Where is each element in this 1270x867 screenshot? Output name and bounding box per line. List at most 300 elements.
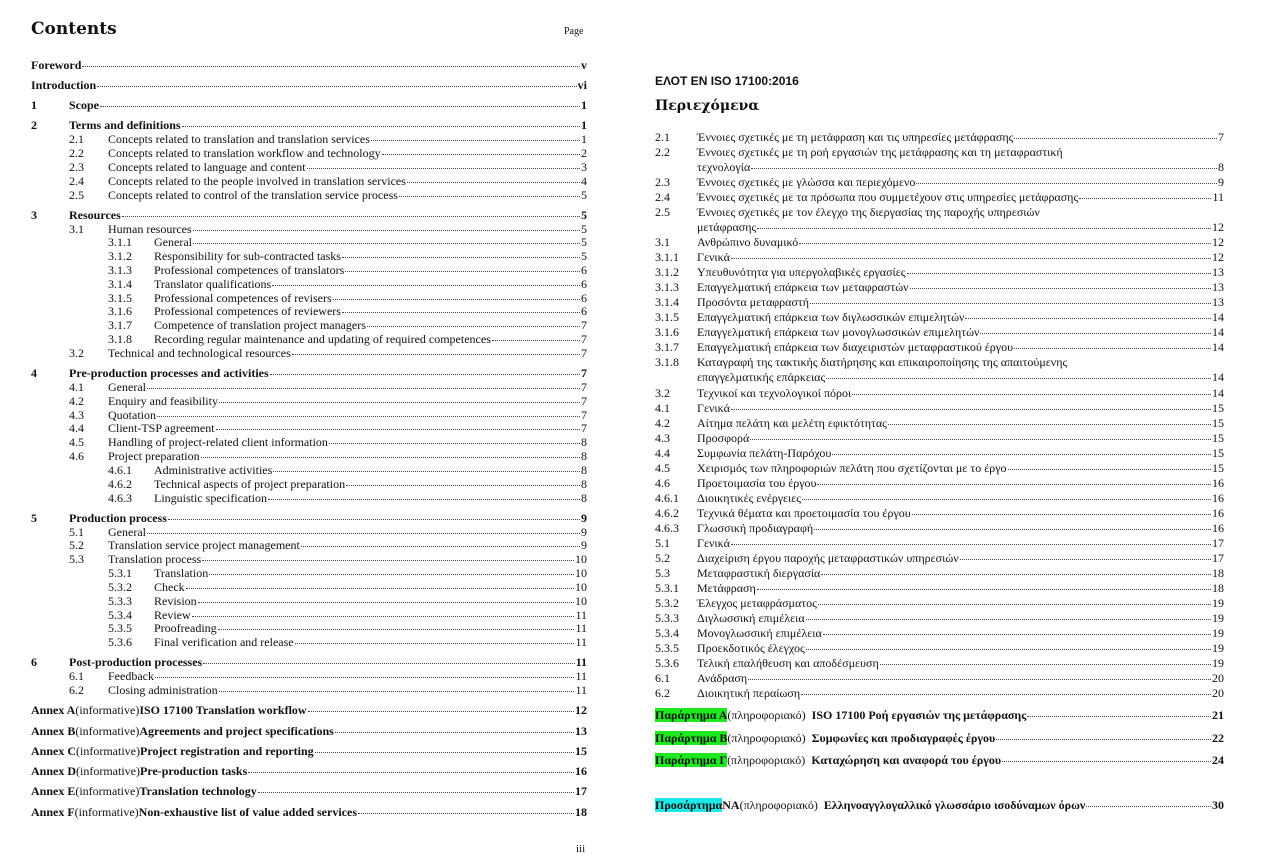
toc-page-number: 4 (581, 174, 587, 188)
toc-number: 3.1.8 (108, 332, 132, 346)
toc-title: Linguistic specification (154, 491, 267, 505)
toc-number: 3.1.2 (655, 265, 679, 279)
toc-entry (108, 235, 587, 249)
dot-leader (342, 257, 580, 258)
toc-title: Concepts related to language and content (108, 160, 306, 174)
dot-leader (97, 86, 577, 87)
dot-leader (198, 602, 574, 603)
toc-title: Έλεγχος μεταφράσματος (697, 596, 817, 610)
dot-leader (980, 333, 1211, 334)
toc-number: 3.1.7 (108, 318, 132, 332)
dot-leader (757, 589, 1211, 590)
dot-leader (1008, 469, 1211, 470)
annex-type: (informative) (75, 784, 140, 798)
toc-number: 6.1 (69, 669, 84, 683)
dot-leader (295, 643, 575, 644)
toc-title: Concepts related to control of the translation service process (108, 188, 398, 202)
toc-title: Handling of project-related client information (108, 435, 328, 449)
toc-entry (31, 58, 587, 72)
dot-leader (1002, 761, 1211, 762)
toc-number: 5.3.4 (655, 626, 679, 640)
toc-title: Έννοιες σχετικές με τα πρόσωπα που συμμετέχουν στις υπηρεσίες μετάφρασης (697, 190, 1079, 204)
toc-title: Επαγγελματική επάρκεια των διγλωσσικών επιμελητών (697, 310, 965, 324)
toc-title: Feedback (108, 669, 154, 683)
toc-number: 2.3 (655, 175, 670, 189)
toc-number: 4.3 (69, 408, 84, 422)
toc-page-number: 17 (1212, 536, 1224, 550)
dot-leader (832, 454, 1211, 455)
toc-title: Technical aspects of project preparation (154, 477, 346, 491)
toc-entry (655, 235, 1224, 249)
greek-contents-title: Περιεχόμενα (655, 98, 760, 114)
toc-number: 5.3.3 (655, 611, 679, 625)
toc-entry (108, 318, 587, 332)
dot-leader (147, 533, 580, 534)
toc-title: Προεκδοτικός έλεγχος (697, 641, 805, 655)
toc-page-number: 12 (1212, 220, 1224, 234)
toc-number: 4.1 (69, 380, 84, 394)
toc-page-number: 7 (1218, 130, 1224, 144)
toc-number: 6.1 (655, 671, 670, 685)
toc-title: Ανθρώπινο δυναμικό (697, 235, 799, 249)
dot-leader (492, 340, 580, 341)
dot-leader (209, 574, 574, 575)
toc-number: 3.1.1 (108, 235, 132, 249)
toc-entry-continued (697, 220, 1224, 234)
toc-entry (655, 641, 1224, 655)
toc-number: 5.3.2 (655, 596, 679, 610)
toc-title: Agreements and project specifications (139, 724, 334, 738)
toc-title: Διαχείριση έργου παροχής μεταφραστικών υπηρεσιών (697, 551, 959, 565)
toc-page-number: 7 (581, 318, 587, 332)
toc-entry (108, 477, 587, 491)
toc-page-number: 8 (581, 491, 587, 505)
toc-title: Client-TSP agreement (108, 421, 215, 435)
dot-leader (731, 544, 1211, 545)
dot-leader (358, 813, 574, 814)
toc-page-number: 30 (1212, 798, 1224, 812)
toc-page-number: 11 (575, 621, 587, 635)
toc-page-number: 10 (575, 552, 587, 566)
annex-entry (655, 753, 1224, 767)
toc-page-number: 9 (581, 538, 587, 552)
toc-number: 4.4 (69, 421, 84, 435)
dot-leader (157, 416, 580, 417)
dot-leader (273, 471, 580, 472)
toc-entry (655, 175, 1224, 189)
dot-leader (329, 443, 580, 444)
dot-leader (346, 485, 580, 486)
toc-title: Review (154, 608, 191, 622)
toc-number: 5.2 (69, 538, 84, 552)
dot-leader (802, 499, 1211, 500)
dot-leader (916, 183, 1217, 184)
toc-page-number: 8 (1218, 160, 1224, 174)
toc-entry (655, 491, 1224, 505)
toc-title: Production process (69, 511, 167, 525)
page-column-label: Page (564, 26, 584, 37)
dot-leader (147, 388, 580, 389)
toc-entry (108, 304, 587, 318)
dot-leader (821, 574, 1211, 575)
toc-number: 5.3.6 (655, 656, 679, 670)
annex-label: Annex C (31, 744, 77, 758)
toc-number: 3 (31, 208, 37, 222)
dot-leader (910, 288, 1211, 289)
toc-title: Επαγγελματική επάρκεια των μεταφραστών (697, 280, 909, 294)
toc-page-number: 19 (1212, 626, 1224, 640)
dot-leader (335, 732, 574, 733)
annex-label-highlighted: Παράρτημα Β (655, 731, 728, 745)
toc-number: 4 (31, 366, 37, 380)
toc-page-number: 11 (575, 655, 587, 669)
dot-leader (826, 378, 1211, 379)
toc-number: 5.3.5 (655, 641, 679, 655)
dot-leader (757, 228, 1211, 229)
toc-entry (655, 686, 1224, 700)
annex-label: Annex E (31, 784, 76, 798)
toc-entry (655, 130, 1224, 144)
dot-leader (799, 243, 1211, 244)
toc-title: Έννοιες σχετικές με τη μετάφραση και τις υπηρεσίες μετάφρασης (697, 130, 1014, 144)
toc-title: Διγλωσσική επιμέλεια (697, 611, 805, 625)
toc-page-number: 9 (581, 525, 587, 539)
toc-title: Pre-production tasks (140, 764, 248, 778)
toc-title: Προσόντα μεταφραστή (697, 295, 810, 309)
toc-page-number: 5 (581, 188, 587, 202)
toc-title: Γενικά (697, 401, 730, 415)
toc-entry (655, 656, 1224, 670)
toc-entry (655, 265, 1224, 279)
dot-leader (248, 772, 574, 773)
toc-page-number: 19 (1212, 641, 1224, 655)
appendix-label-highlighted: Προσάρτημα (655, 798, 723, 812)
toc-number: 4.6.2 (108, 477, 132, 491)
toc-page-number: 9 (581, 511, 587, 525)
toc-title: Administrative activities (154, 463, 273, 477)
toc-entry (655, 611, 1224, 625)
appendix-title: Ελληνοαγγλογαλλικό γλωσσάριο ισοδύναμων όρων (823, 798, 1086, 812)
dot-leader (823, 634, 1211, 635)
toc-number: 3.2 (655, 386, 670, 400)
toc-entry (69, 552, 587, 566)
toc-entry (655, 250, 1224, 264)
dot-leader (193, 243, 580, 244)
toc-entry (31, 764, 587, 778)
toc-number: 3.2 (69, 346, 84, 360)
toc-page-number: 16 (1212, 491, 1224, 505)
toc-page-number: 1 (581, 98, 587, 112)
toc-entry (108, 635, 587, 649)
toc-page-number: 8 (581, 449, 587, 463)
toc-entry (31, 208, 587, 222)
toc-number: 5.3.4 (108, 608, 132, 622)
toc-entry (31, 744, 587, 758)
toc-entry (655, 431, 1224, 445)
dot-leader (912, 514, 1211, 515)
toc-title: Έννοιες σχετικές με γλώσσα και περιεχόμενο (697, 175, 916, 189)
dot-leader (315, 752, 574, 753)
toc-entry (69, 683, 587, 697)
toc-number: 5.3.1 (108, 566, 132, 580)
toc-number: 2.1 (69, 132, 84, 146)
dot-leader (810, 303, 1211, 304)
toc-page-number: 19 (1212, 611, 1224, 625)
toc-title: Μονογλωσσική επιμέλεια (697, 626, 822, 640)
toc-number: 2.2 (69, 146, 84, 160)
toc-title: Υπευθυνότητα για υπεργολαβικές εργασίες (697, 265, 906, 279)
toc-page-number: 5 (581, 222, 587, 236)
toc-page-number: 15 (1212, 416, 1224, 430)
toc-title: Concepts related to the people involved in translation services (108, 174, 406, 188)
annex-type: (πληροφοριακό) (727, 731, 806, 745)
toc-number: 4.1 (655, 401, 670, 415)
toc-title: Translator qualifications (154, 277, 272, 291)
dot-leader (801, 694, 1211, 695)
toc-page-number: 1 (581, 132, 587, 146)
toc-title: Γενικά (697, 536, 730, 550)
toc-entry (31, 805, 587, 819)
toc-entry (108, 491, 587, 505)
toc-page-number: 5 (581, 235, 587, 249)
toc-title: General (108, 525, 146, 539)
toc-title: Γλωσσική προδιαγραφή (697, 521, 814, 535)
toc-number: 5.3.3 (108, 594, 132, 608)
toc-number: 2.5 (69, 188, 84, 202)
toc-title: Translation process (108, 552, 202, 566)
toc-page-number: 16 (1212, 521, 1224, 535)
toc-entry (655, 310, 1224, 324)
toc-title: Επαγγελματική επάρκεια των διαχειριστών μεταφραστικού έργου (697, 340, 1014, 354)
toc-page-number: 18 (1212, 581, 1224, 595)
toc-number: 4.2 (69, 394, 84, 408)
toc-entry (655, 145, 1224, 159)
toc-page-number: 7 (581, 332, 587, 346)
dot-leader (814, 529, 1211, 530)
toc-entry (655, 325, 1224, 339)
toc-entry (655, 190, 1224, 204)
toc-entry (655, 355, 1224, 369)
toc-number: 5 (31, 511, 37, 525)
dot-leader (82, 66, 580, 67)
dot-leader (193, 230, 580, 231)
toc-entry (655, 566, 1224, 580)
toc-entry (108, 277, 587, 291)
toc-page-number: 11 (575, 635, 587, 649)
toc-title: Closing administration (108, 683, 218, 697)
toc-title: Ανάδραση (697, 671, 748, 685)
toc-entry-continued (697, 370, 1224, 384)
toc-title: Διοικητική περαίωση (697, 686, 801, 700)
toc-page-number: 16 (1212, 476, 1224, 490)
toc-page-number: 15 (1212, 446, 1224, 460)
toc-title: Check (154, 580, 185, 594)
toc-page-number: 24 (1212, 753, 1224, 767)
toc-title: Project preparation (108, 449, 200, 463)
dot-leader (748, 679, 1211, 680)
annex-label-highlighted: Παράρτημα Α (655, 708, 728, 722)
toc-entry (31, 784, 587, 798)
toc-page-number: 5 (581, 208, 587, 222)
dot-leader (155, 677, 574, 678)
toc-title: General (154, 235, 192, 249)
annex-label: Annex B (31, 724, 76, 738)
toc-page-number: 3 (581, 160, 587, 174)
dot-leader (342, 312, 580, 313)
toc-number: 5.1 (69, 525, 84, 539)
toc-page-number: 19 (1212, 656, 1224, 670)
toc-page-number: v (581, 58, 587, 72)
toc-title: Introduction (31, 78, 97, 92)
toc-number: 4.6 (69, 449, 84, 463)
dot-leader (880, 664, 1211, 665)
toc-number: 4.5 (655, 461, 670, 475)
toc-title: Concepts related to translation workflow and technology (108, 146, 381, 160)
toc-page-number: 6 (581, 263, 587, 277)
annex-label: Annex D (31, 764, 77, 778)
annex-type: (informative) (76, 744, 140, 758)
toc-number: 4.2 (655, 416, 670, 430)
toc-number: 4.6.1 (108, 463, 132, 477)
dot-leader (367, 326, 580, 327)
toc-title: Αίτημα πελάτη και μελέτη εφικτότητας (697, 416, 887, 430)
toc-entry (69, 421, 587, 435)
toc-title: Pre-production processes and activities (69, 366, 269, 380)
toc-title: Competence of translation project managers (154, 318, 366, 332)
toc-page-number: 11 (575, 608, 587, 622)
annex-type: (informative) (74, 805, 139, 819)
toc-page-number: 17 (575, 784, 587, 798)
dot-leader (1086, 806, 1211, 807)
toc-title: Τεχνικοί και τεχνολογικοί πόροι (697, 386, 852, 400)
toc-title-continued: τεχνολογία (697, 160, 751, 174)
toc-page-number: 10 (575, 594, 587, 608)
dot-leader (888, 424, 1211, 425)
toc-entry (655, 401, 1224, 415)
toc-page-number: 7 (581, 408, 587, 422)
toc-entry (655, 340, 1224, 354)
toc-entry (108, 580, 587, 594)
dot-leader (122, 216, 580, 217)
toc-title-continued: μετάφρασης (697, 220, 757, 234)
toc-entry (108, 621, 587, 635)
annex-entry (655, 731, 1224, 745)
toc-title: Concepts related to translation and translation services (108, 132, 370, 146)
toc-number: 3.1.3 (108, 263, 132, 277)
toc-page-number: 18 (1212, 566, 1224, 580)
toc-page-number: 10 (575, 566, 587, 580)
contents-title: Contents (31, 19, 117, 39)
toc-title: Technical and technological resources (108, 346, 291, 360)
toc-entry (69, 160, 587, 174)
toc-number: 3.1.6 (108, 304, 132, 318)
toc-entry (31, 724, 587, 738)
dot-leader (1079, 198, 1211, 199)
toc-title: Μεταφραστική διεργασία (697, 566, 821, 580)
toc-page-number: 12 (575, 703, 587, 717)
toc-number: 3.1.5 (108, 291, 132, 305)
toc-entry (655, 476, 1224, 490)
dot-leader (751, 168, 1217, 169)
dot-leader (270, 374, 580, 375)
toc-page-number: 22 (1212, 731, 1224, 745)
toc-entry (655, 536, 1224, 550)
toc-page-number: 5 (581, 249, 587, 263)
toc-page-number: 14 (1212, 370, 1224, 384)
toc-entry (31, 366, 587, 380)
toc-entry (655, 671, 1224, 685)
annex-type: (πληροφοριακό) (727, 753, 806, 767)
annex-title: ISO 17100 Ροή εργασιών της μετάφρασης (811, 708, 1027, 722)
toc-page-number: 8 (581, 463, 587, 477)
toc-entry (69, 394, 587, 408)
toc-title: Έννοιες σχετικές με τη ροή εργασιών της μετάφρασης και τη μεταφραστική (697, 145, 1063, 159)
dot-leader (1014, 138, 1217, 139)
toc-title: Revision (154, 594, 197, 608)
toc-entry (69, 174, 587, 188)
dot-leader (1014, 348, 1211, 349)
dot-leader (1027, 716, 1211, 717)
toc-number: 3.1.6 (655, 325, 679, 339)
toc-title: Foreword (31, 58, 82, 72)
toc-entry (69, 346, 587, 360)
toc-page-number: vi (577, 78, 587, 92)
toc-page-number: 7 (581, 346, 587, 360)
appendix-entry (655, 798, 1224, 812)
dot-leader (731, 409, 1211, 410)
annex-label-highlighted: Παράρτημα Γ (655, 753, 728, 767)
toc-entry (108, 263, 587, 277)
toc-title: Recording regular maintenance and updating of required competences (154, 332, 491, 346)
toc-entry (108, 608, 587, 622)
toc-entry (655, 626, 1224, 640)
dot-leader (186, 588, 574, 589)
dot-leader (192, 616, 575, 617)
toc-number: 3.1.5 (655, 310, 679, 324)
dot-leader (960, 559, 1211, 560)
toc-entry (655, 386, 1224, 400)
dot-leader (202, 560, 574, 561)
toc-number: 3.1 (655, 235, 670, 249)
toc-number: 4.3 (655, 431, 670, 445)
toc-number: 6 (31, 655, 37, 669)
standard-number: ΕΛΟΤ ΕΝ ISO 17100:2016 (655, 74, 799, 88)
toc-page-number: 6 (581, 291, 587, 305)
toc-title: Επαγγελματική επάρκεια των μονογλωσσικών επιμελητών (697, 325, 980, 339)
toc-number: 4.6 (655, 476, 670, 490)
toc-number: 3.1.3 (655, 280, 679, 294)
toc-title: Προσφορά (697, 431, 750, 445)
toc-number: 5.1 (655, 536, 670, 550)
toc-number: 5.3.1 (655, 581, 679, 595)
toc-entry (655, 506, 1224, 520)
dot-leader (201, 457, 580, 458)
toc-entry (31, 655, 587, 669)
toc-number: 5.3 (69, 552, 84, 566)
dot-leader (750, 439, 1211, 440)
dot-leader (382, 154, 580, 155)
toc-page-number: 14 (1212, 340, 1224, 354)
toc-number: 5.3.5 (108, 621, 132, 635)
appendix-type: (πληροφοριακό) (739, 798, 818, 812)
toc-entry (655, 551, 1224, 565)
toc-entry (655, 581, 1224, 595)
toc-page-number: 8 (581, 477, 587, 491)
dot-leader (852, 394, 1211, 395)
toc-entry (108, 566, 587, 580)
toc-page-number: 10 (575, 580, 587, 594)
toc-title: Human resources (108, 222, 192, 236)
